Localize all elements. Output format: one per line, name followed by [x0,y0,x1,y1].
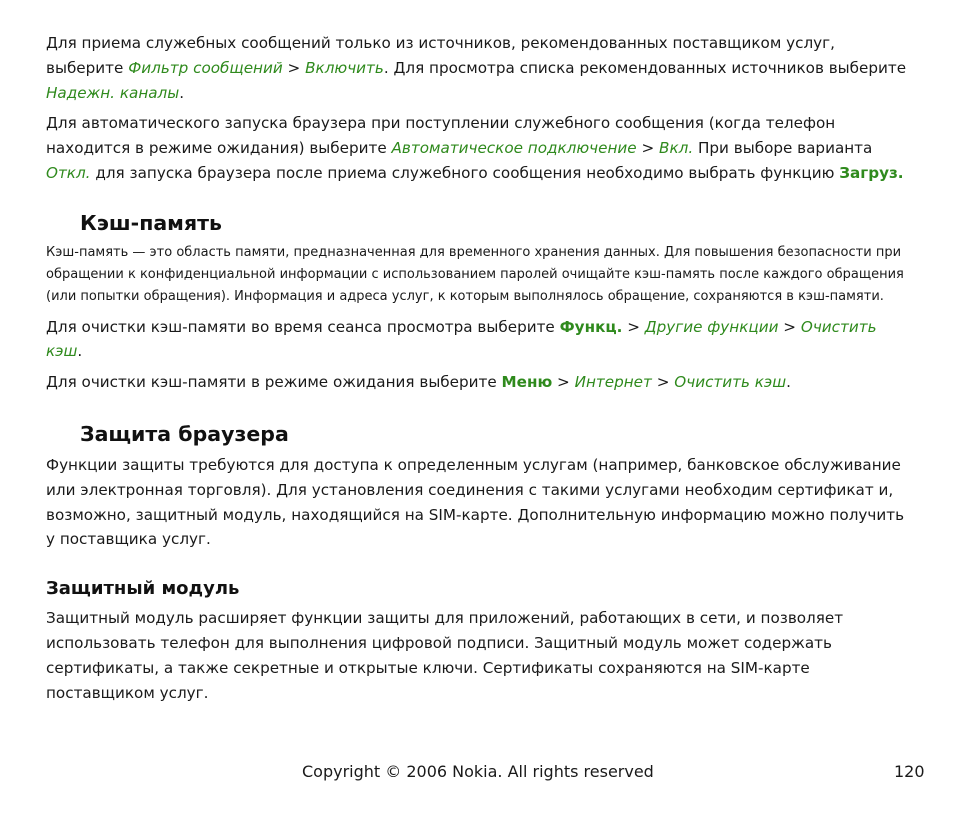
menu-separator: > [282,58,306,77]
menu-separator: > [622,317,645,336]
document-page [46,31,908,705]
page-footer [0,759,954,785]
softkey-menu: Меню [501,373,553,392]
menu-option-clear-cache: Очистить кэш [674,373,787,392]
text-run: Для приема служебных сообщений только из источников, рекомендованных поставщиком услуг, выберите [46,34,835,77]
menu-option-clear-cache: Очистить кэш [46,317,877,361]
text-run: . [179,83,185,102]
text-run: Для очистки кэш-памяти в режиме ожидания выберите [46,373,502,392]
paragraph-browser-security: Функции защиты требуются для доступа к определенным услугам (например, банковское обслуживание или электронная торговля). Для установления соединения с такими услугами необходим сертификат и, возможно, защитный модуль, находящийся на SIM-карте. Дополнительную информацию можно получить у поставщика услуг. [46,456,905,549]
paragraph-security-module: Защитный модуль расширяет функции защиты для приложений, работающих в сети, и позволяет использовать телефон для выполнения цифровой подписи. Защитный модуль может содержать сертификаты, а также секретные и открытые ключи. Сертификаты сохраняются на SIM-карте поставщиком услуг. [46,609,844,702]
copyright-notice: Copyright © 2006 Nokia. All rights reserved [302,762,654,781]
paragraph-cache-clear-standby [46,370,908,395]
paragraph-message-filter [46,31,908,105]
menu-separator: > [778,317,801,336]
text-run: для запуска браузера после приема служебного сообщения необходимо выбрать функцию [90,163,840,182]
section-heading-browser-security: Защита браузера [80,422,289,447]
paragraph-auto-connect [46,111,908,185]
menu-option-enable: Включить [305,58,384,77]
menu-separator: > [651,373,675,392]
subsection-heading-security-module: Защитный модуль [46,578,240,600]
paragraph-cache-clear-browsing [46,315,908,365]
menu-separator: > [636,139,660,158]
menu-option-on: Вкл. [659,139,694,158]
menu-option-trusted-channels: Надежн. каналы [46,83,180,102]
page-number: 120 [894,762,925,781]
text-run: . [786,373,791,392]
section-heading-cache: Кэш-память [80,210,222,235]
paragraph-cache-description: Кэш-память — это область памяти, предназначенная для временного хранения данных. Для повышения безопасности при обращении к конфиденциальной информации с использованием паролей очищайте кэш-память после каждого обращения (или попытки обращения). Информация и адреса услуг, к которым выполнялось обращение, сохраняются в кэш-памяти. [46,244,904,305]
menu-option-message-filter: Фильтр сообщений [128,58,283,77]
softkey-load: Загруз. [839,163,904,182]
text-run: . [77,342,83,361]
softkey-options: Функц. [559,317,623,336]
menu-separator: > [552,373,575,392]
menu-option-other-functions: Другие функции [644,317,779,336]
menu-option-internet: Интернет [574,373,652,392]
text-run: . Для просмотра списка рекомендованных источников выберите [383,58,907,77]
text-run: Для очистки кэш-памяти во время сеанса просмотра выберите [46,317,560,336]
text-run: Для автоматического запуска браузера при поступлении служебного сообщения (когда телефон находится в режиме ожидания) выберите [46,114,836,158]
text-run: При выборе варианта [693,139,873,158]
menu-option-off: Откл. [46,163,91,182]
menu-option-auto-connect: Автоматическое подключение [391,139,637,158]
